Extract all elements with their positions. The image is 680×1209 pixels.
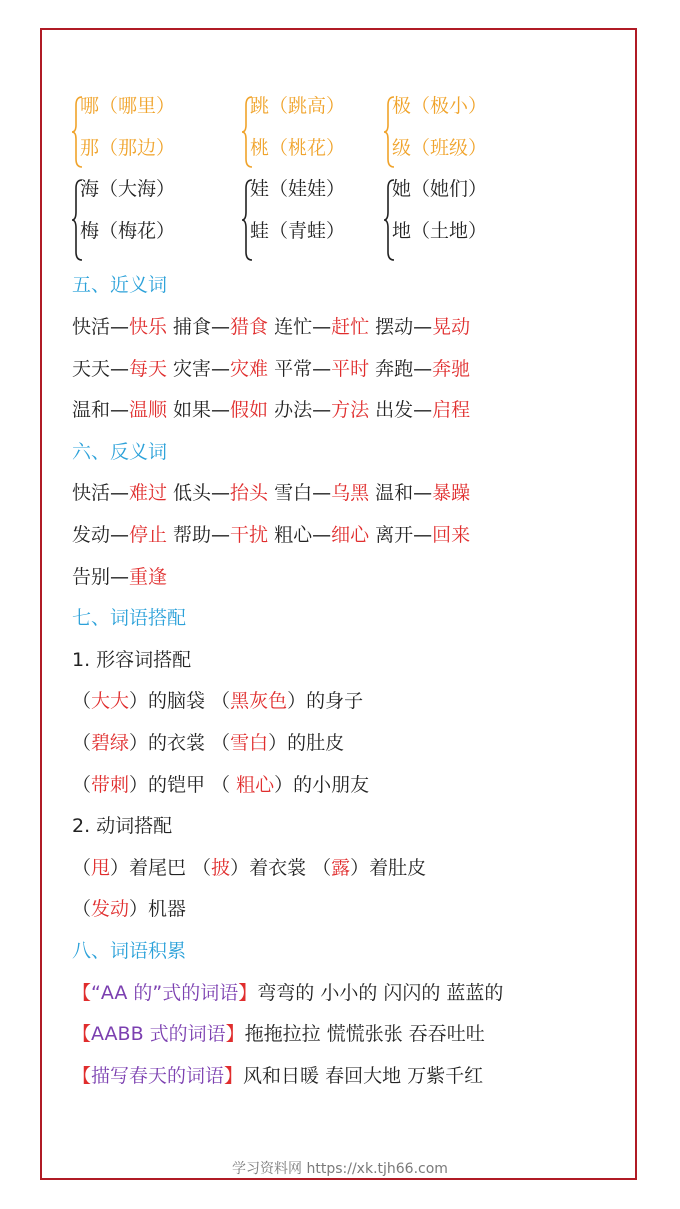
answer: 披 (211, 857, 231, 879)
antonym-row (72, 564, 167, 590)
phrase: ）的身子 (287, 690, 364, 712)
answer: 猎食 (230, 316, 269, 338)
word-list: 风和日暖 春回大地 万紫千红 (243, 1065, 484, 1087)
answer: 停止 (129, 524, 168, 546)
antonym-row (72, 522, 470, 548)
word: 奔跑— (375, 358, 433, 380)
collocation-row (72, 688, 363, 714)
char-pair: 蛙（青蛙） (250, 220, 346, 242)
bracket-open: 【 (72, 1023, 92, 1045)
phrase: ）的衣裳 (129, 732, 206, 754)
char-pair: 地（土地） (392, 220, 488, 242)
phrase: ）着肚皮 (350, 857, 427, 879)
word: 出发— (375, 399, 433, 421)
paren: （ (211, 690, 231, 712)
accumulation-row (72, 1063, 483, 1089)
subheading-verb: 2. 动词搭配 (72, 815, 173, 837)
answer: 奔驰 (432, 358, 471, 380)
section-heading-synonyms: 五、近义词 (72, 274, 168, 296)
char-pair: 跳（跳高） (250, 95, 346, 117)
category-label: 描写春天的词语 (91, 1065, 225, 1087)
paren: （ (72, 898, 92, 920)
accumulation-row (72, 980, 503, 1006)
answer: 难过 (129, 482, 168, 504)
synonym-row (72, 356, 470, 382)
paren: （ (211, 732, 231, 754)
answer: 温顺 (129, 399, 168, 421)
phrase: ）着尾巴 (110, 857, 187, 879)
category-label: AABB 式的词语 (91, 1023, 226, 1045)
word: 快活— (72, 316, 130, 338)
answer: 细心 (331, 524, 370, 546)
phrase: ）的铠甲 (129, 774, 206, 796)
collocation-row (72, 730, 344, 756)
char-pair: 桃（桃花） (250, 137, 346, 159)
word: 雪白— (274, 482, 332, 504)
word-list: 拖拖拉拉 慌慌张张 吞吞吐吐 (244, 1023, 485, 1045)
answer: 灾难 (230, 358, 269, 380)
answer: 每天 (129, 358, 168, 380)
answer: 抬头 (230, 482, 269, 504)
answer: 乌黑 (331, 482, 370, 504)
word-list: 弯弯的 小小的 闪闪的 蓝蓝的 (257, 982, 504, 1004)
paren: （ (312, 857, 332, 879)
answer: 重逢 (129, 566, 168, 588)
answer: 方法 (331, 399, 370, 421)
answer: 启程 (432, 399, 471, 421)
paren: （ (72, 732, 92, 754)
category-label: “AA 的”式的词语 (91, 982, 239, 1004)
char-pair: 娃（娃娃） (250, 178, 346, 200)
char-pair: 那（那边） (80, 137, 176, 159)
collocation-row (72, 855, 426, 881)
answer: 回来 (432, 524, 471, 546)
bracket-open: 【 (72, 1065, 92, 1087)
synonym-row (72, 314, 470, 340)
word: 天天— (72, 358, 130, 380)
subheading-adjective: 1. 形容词搭配 (72, 649, 192, 671)
answer: 暴躁 (432, 482, 471, 504)
char-pair: 极（极小） (392, 95, 488, 117)
word: 离开— (375, 524, 433, 546)
word: 粗心— (274, 524, 332, 546)
paren: （ (72, 690, 92, 712)
accumulation-row (72, 1021, 485, 1047)
section-heading-collocation: 七、词语搭配 (72, 607, 187, 629)
phrase: ）机器 (129, 898, 187, 920)
answer: 甩 (91, 857, 111, 879)
char-pair: 哪（哪里） (80, 95, 176, 117)
paren: （ (72, 774, 92, 796)
bracket-close: 】 (238, 982, 258, 1004)
char-pair: 她（她们） (392, 178, 488, 200)
phrase: ）的脑袋 (129, 690, 206, 712)
word: 捕食— (173, 316, 231, 338)
phrase: ）的小朋友 (274, 774, 370, 796)
paren: （ (72, 857, 92, 879)
phrase: ）着衣裳 (230, 857, 307, 879)
answer: 带刺 (91, 774, 130, 796)
answer: 假如 (230, 399, 269, 421)
word: 告别— (72, 566, 130, 588)
answer: 雪白 (230, 732, 269, 754)
word: 办法— (274, 399, 332, 421)
phrase: ）的肚皮 (268, 732, 345, 754)
word: 低头— (173, 482, 231, 504)
answer: 平时 (331, 358, 370, 380)
bracket-close: 】 (225, 1023, 245, 1045)
word: 连忙— (274, 316, 332, 338)
bracket-close: 】 (224, 1065, 244, 1087)
answer: 碧绿 (91, 732, 130, 754)
bracket-open: 【 (72, 982, 92, 1004)
answer: 赶忙 (331, 316, 370, 338)
antonym-row (72, 480, 470, 506)
word: 温和— (72, 399, 130, 421)
answer: 大大 (91, 690, 130, 712)
answer: 干扰 (230, 524, 269, 546)
char-pair: 级（班级） (392, 137, 488, 159)
answer: 露 (331, 857, 351, 879)
paren: （ (192, 857, 212, 879)
word: 温和— (375, 482, 433, 504)
answer: 发动 (91, 898, 130, 920)
footer-source: 学习资料网 https://xk.tjh66.com (232, 1161, 448, 1177)
section-heading-accumulation: 八、词语积累 (72, 940, 187, 962)
section-heading-antonyms: 六、反义词 (72, 441, 168, 463)
answer: 黑灰色 (230, 690, 288, 712)
word: 快活— (72, 482, 130, 504)
collocation-row (72, 896, 186, 922)
word: 摆动— (375, 316, 433, 338)
answer: 晃动 (432, 316, 471, 338)
word: 帮助— (173, 524, 231, 546)
paren: （ (211, 774, 237, 796)
word: 平常— (274, 358, 332, 380)
word: 灾害— (173, 358, 231, 380)
answer: 快乐 (129, 316, 168, 338)
word: 如果— (173, 399, 231, 421)
answer: 粗心 (236, 774, 275, 796)
word: 发动— (72, 524, 130, 546)
synonym-row (72, 397, 470, 423)
collocation-row (72, 772, 369, 798)
char-pair: 梅（梅花） (80, 220, 176, 242)
char-pair: 海（大海） (80, 178, 176, 200)
